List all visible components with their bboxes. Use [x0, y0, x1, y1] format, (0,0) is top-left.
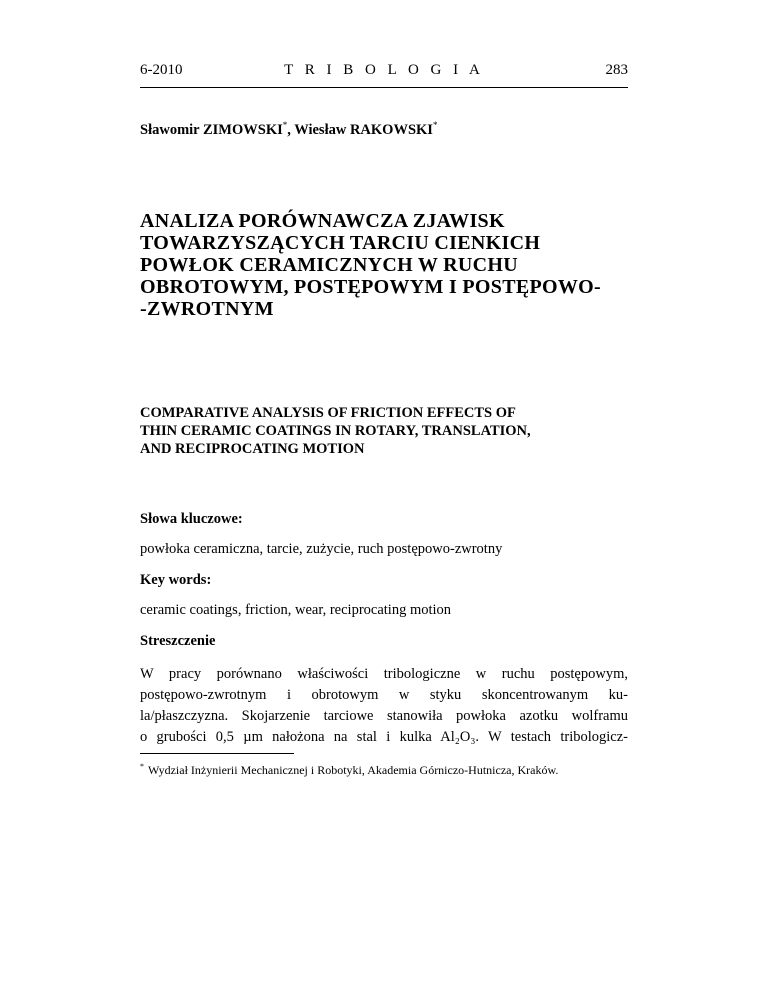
authors	[140, 120, 437, 139]
abstract-line: la/płaszczyzna. Skojarzenie tarciowe stanowiła powłoka azotku wolframu	[140, 708, 628, 724]
title-pl-line: POWŁOK CERAMICZNYCH W RUCHU	[140, 254, 518, 276]
footnote	[140, 762, 558, 778]
title-en-line: AND RECIPROCATING MOTION	[140, 441, 365, 457]
title-pl-line: TOWARZYSZĄCYCH TARCIU CIENKICH	[140, 232, 541, 254]
abstract-line: postępowo-zwrotnym i obrotowym w styku skoncentrowanym ku-	[140, 687, 628, 703]
page-number: 283	[605, 62, 628, 78]
title-pl-line: -ZWROTNYM	[140, 298, 274, 320]
footnote-mark: *	[140, 762, 144, 771]
abstract-heading: Streszczenie	[140, 633, 216, 649]
title-english	[140, 404, 628, 458]
footnote-text: Wydział Inżynierii Mechanicznej i Robotyki, Akademia Górniczo-Hutnicza, Kraków.	[148, 763, 559, 777]
keywords-pl-heading: Słowa kluczowe:	[140, 511, 243, 527]
issue-number: 6-2010	[140, 62, 183, 78]
author-2: Wiesław RAKOWSKI	[294, 121, 433, 138]
header-rule	[140, 87, 628, 88]
author-1-mark: *	[282, 120, 288, 130]
title-polish	[140, 210, 610, 320]
abstract-body	[140, 664, 628, 748]
title-pl-line: ANALIZA PORÓWNAWCZA ZJAWISK	[140, 210, 505, 232]
abstract-line: o grubości 0,5 µm nałożona na stal i kulka Al₂O₃. W testach tribologicz-	[140, 729, 628, 745]
author-separator: ,	[287, 121, 295, 138]
keywords-pl-text: powłoka ceramiczna, tarcie, zużycie, ruch postępowo-zwrotny	[140, 541, 503, 557]
footnote-rule	[140, 753, 294, 754]
keywords-en-text: ceramic coatings, friction, wear, reciprocating motion	[140, 602, 452, 618]
title-pl-line: OBROTOWYM, POSTĘPOWYM I POSTĘPOWO-	[140, 276, 601, 298]
title-en-line: COMPARATIVE ANALYSIS OF FRICTION EFFECTS OF	[140, 405, 516, 421]
abstract-line: W pracy porównano właściwości tribologiczne w ruchu postępowym,	[140, 666, 628, 682]
author-1: Sławomir ZIMOWSKI	[140, 121, 283, 138]
running-header	[140, 62, 628, 84]
author-2-mark: *	[432, 120, 438, 130]
journal-name: T R I B O L O G I A	[284, 62, 484, 78]
title-en-line: THIN CERAMIC COATINGS IN ROTARY, TRANSLATION,	[140, 423, 531, 439]
keywords-en-heading: Key words:	[140, 572, 212, 588]
